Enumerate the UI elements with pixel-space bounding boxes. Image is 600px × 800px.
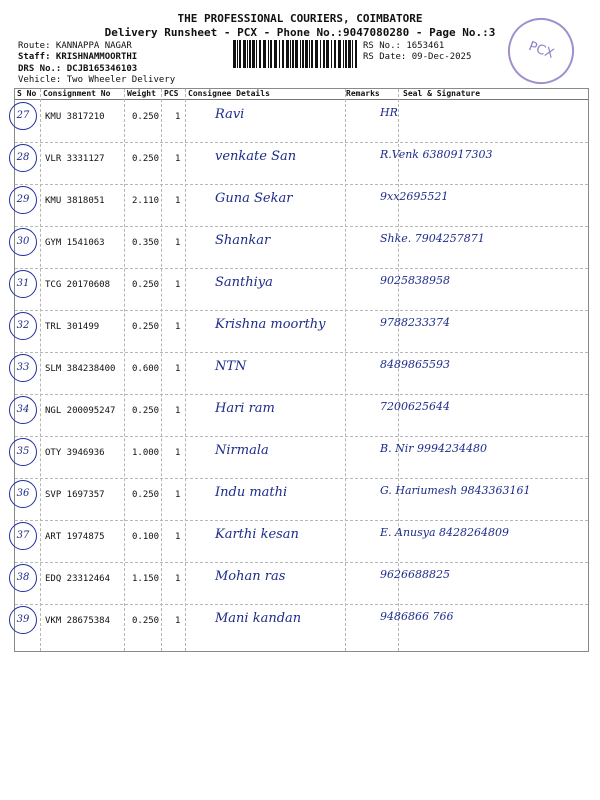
report-subtitle: Delivery Runsheet - PCX - Phone No.:9047080280 - Page No.:3 [104,26,496,39]
serial-number-circled: 30 [9,228,37,256]
serial-number-circled: 33 [9,354,37,382]
table-row [15,100,588,142]
signature-handwritten: R.Venk 6380917303 [380,148,493,161]
vehicle-label: Vehicle: Two Wheeler Delivery [18,75,176,85]
rs-date: RS Date: 09-Dec-2025 [363,52,472,62]
weight-value: 0.350 [132,238,160,248]
serial-number-circled: 34 [9,396,37,424]
table-row [15,310,588,352]
col-header-weight: Weight [127,89,156,98]
signature-handwritten: 8489865593 [380,358,450,371]
weight-value: 1.150 [132,574,160,584]
table-row [15,562,588,604]
table-row [15,520,588,562]
consignee-name-handwritten: Karthi kesan [215,527,299,542]
consignment-number: VKM 28675384 [45,616,111,626]
weight-value: 0.250 [132,112,160,122]
pcs-value: 1 [175,322,181,332]
weight-value: 0.600 [132,364,160,374]
consignment-number: GYM 1541063 [45,238,105,248]
col-header-pcs: PCS [164,89,179,98]
consignment-number: NGL 200095247 [45,406,116,416]
pcs-value: 1 [175,448,181,458]
signature-handwritten: E. Anusya 8428264809 [380,526,510,539]
weight-value: 0.100 [132,532,160,542]
weight-value: 0.250 [132,616,160,626]
signature-handwritten: 9025838958 [380,274,450,287]
consignee-name-handwritten: Ravi [215,107,245,122]
pcs-value: 1 [175,364,181,374]
serial-number-circled: 32 [9,312,37,340]
weight-value: 2.110 [132,196,160,206]
table-row [15,268,588,310]
pcs-value: 1 [175,490,181,500]
consignment-number: TCG 20170608 [45,280,111,290]
table-row [15,142,588,184]
table-row [15,184,588,226]
signature-handwritten: G. Hariumesh 9843363161 [380,484,531,497]
serial-number-circled: 38 [9,564,37,592]
consignee-name-handwritten: Mohan ras [215,569,286,584]
consignee-name-handwritten: Nirmala [215,443,269,458]
consignee-name-handwritten: Krishna moorthy [215,317,326,332]
serial-number-circled: 39 [9,606,37,634]
consignment-number: SVP 1697357 [45,490,105,500]
pcs-value: 1 [175,238,181,248]
weight-value: 1.000 [132,448,160,458]
report-title: THE PROFESSIONAL COURIERS, COIMBATORE [177,12,423,25]
pcs-value: 1 [175,280,181,290]
route-label: Route: KANNAPPA NAGAR [18,41,132,51]
table-row [15,394,588,436]
consignee-name-handwritten: Guna Sekar [215,191,293,206]
consignment-number: KMU 3818051 [45,196,105,206]
pcs-value: 1 [175,574,181,584]
consignment-number: VLR 3331127 [45,154,105,164]
col-header-remarks: Remarks [346,89,380,98]
drs-number: DRS No.: DCJB165346103 [18,64,138,74]
consignee-name-handwritten: Mani kandan [215,611,302,626]
pcs-value: 1 [175,196,181,206]
signature-handwritten: 9626688825 [380,568,450,581]
serial-number-circled: 29 [9,186,37,214]
table-row [15,352,588,394]
consignment-number: ART 1974875 [45,532,105,542]
table-row [15,604,588,646]
table-row [15,478,588,520]
col-header-consignment: Consignment No [43,89,111,98]
weight-value: 0.250 [132,406,160,416]
consignment-number: EDQ 23312464 [45,574,111,584]
col-header-seal-signature: Seal & Signature [403,89,481,98]
consignee-name-handwritten: Santhiya [215,275,273,290]
consignment-number: OTY 3946936 [45,448,105,458]
staff-label: Staff: KRISHNAMMOORTHI [18,52,138,62]
serial-number-circled: 28 [9,144,37,172]
consignee-name-handwritten: Hari ram [215,401,275,416]
consignee-name-handwritten: Shankar [215,233,271,248]
weight-value: 0.250 [132,322,160,332]
consignee-name-handwritten: NTN [215,359,247,374]
col-header-sno: S No [17,89,37,98]
signature-handwritten: 9xx2695521 [380,190,449,203]
consignment-number: KMU 3817210 [45,112,105,122]
pcs-value: 1 [175,616,181,626]
serial-number-circled: 36 [9,480,37,508]
weight-value: 0.250 [132,490,160,500]
table-row [15,226,588,268]
signature-handwritten: 9788233374 [380,316,450,329]
serial-number-circled: 31 [9,270,37,298]
table-row [15,436,588,478]
runsheet-table [14,88,589,652]
consignee-name-handwritten: Indu mathi [215,485,288,500]
serial-number-circled: 27 [9,102,37,130]
consignment-number: TRL 301499 [45,322,100,332]
serial-number-circled: 37 [9,522,37,550]
weight-value: 0.250 [132,154,160,164]
consignee-name-handwritten: venkate San [215,149,297,164]
pcs-value: 1 [175,112,181,122]
consignment-number: SLM 384238400 [45,364,116,374]
rs-number: RS No.: 1653461 [363,41,445,51]
signature-handwritten: B. Nir 9994234480 [380,442,487,455]
signature-handwritten: HR [380,106,398,119]
pcs-value: 1 [175,406,181,416]
pcx-stamp: PCX [499,9,584,94]
signature-handwritten: 7200625644 [380,400,450,413]
pcs-value: 1 [175,532,181,542]
signature-handwritten: 9486866 766 [380,610,454,623]
signature-handwritten: Shke. 7904257871 [380,232,485,245]
weight-value: 0.250 [132,280,160,290]
serial-number-circled: 35 [9,438,37,466]
pcs-value: 1 [175,154,181,164]
barcode [233,40,359,70]
col-header-consignee: Consignee Details [188,89,270,98]
